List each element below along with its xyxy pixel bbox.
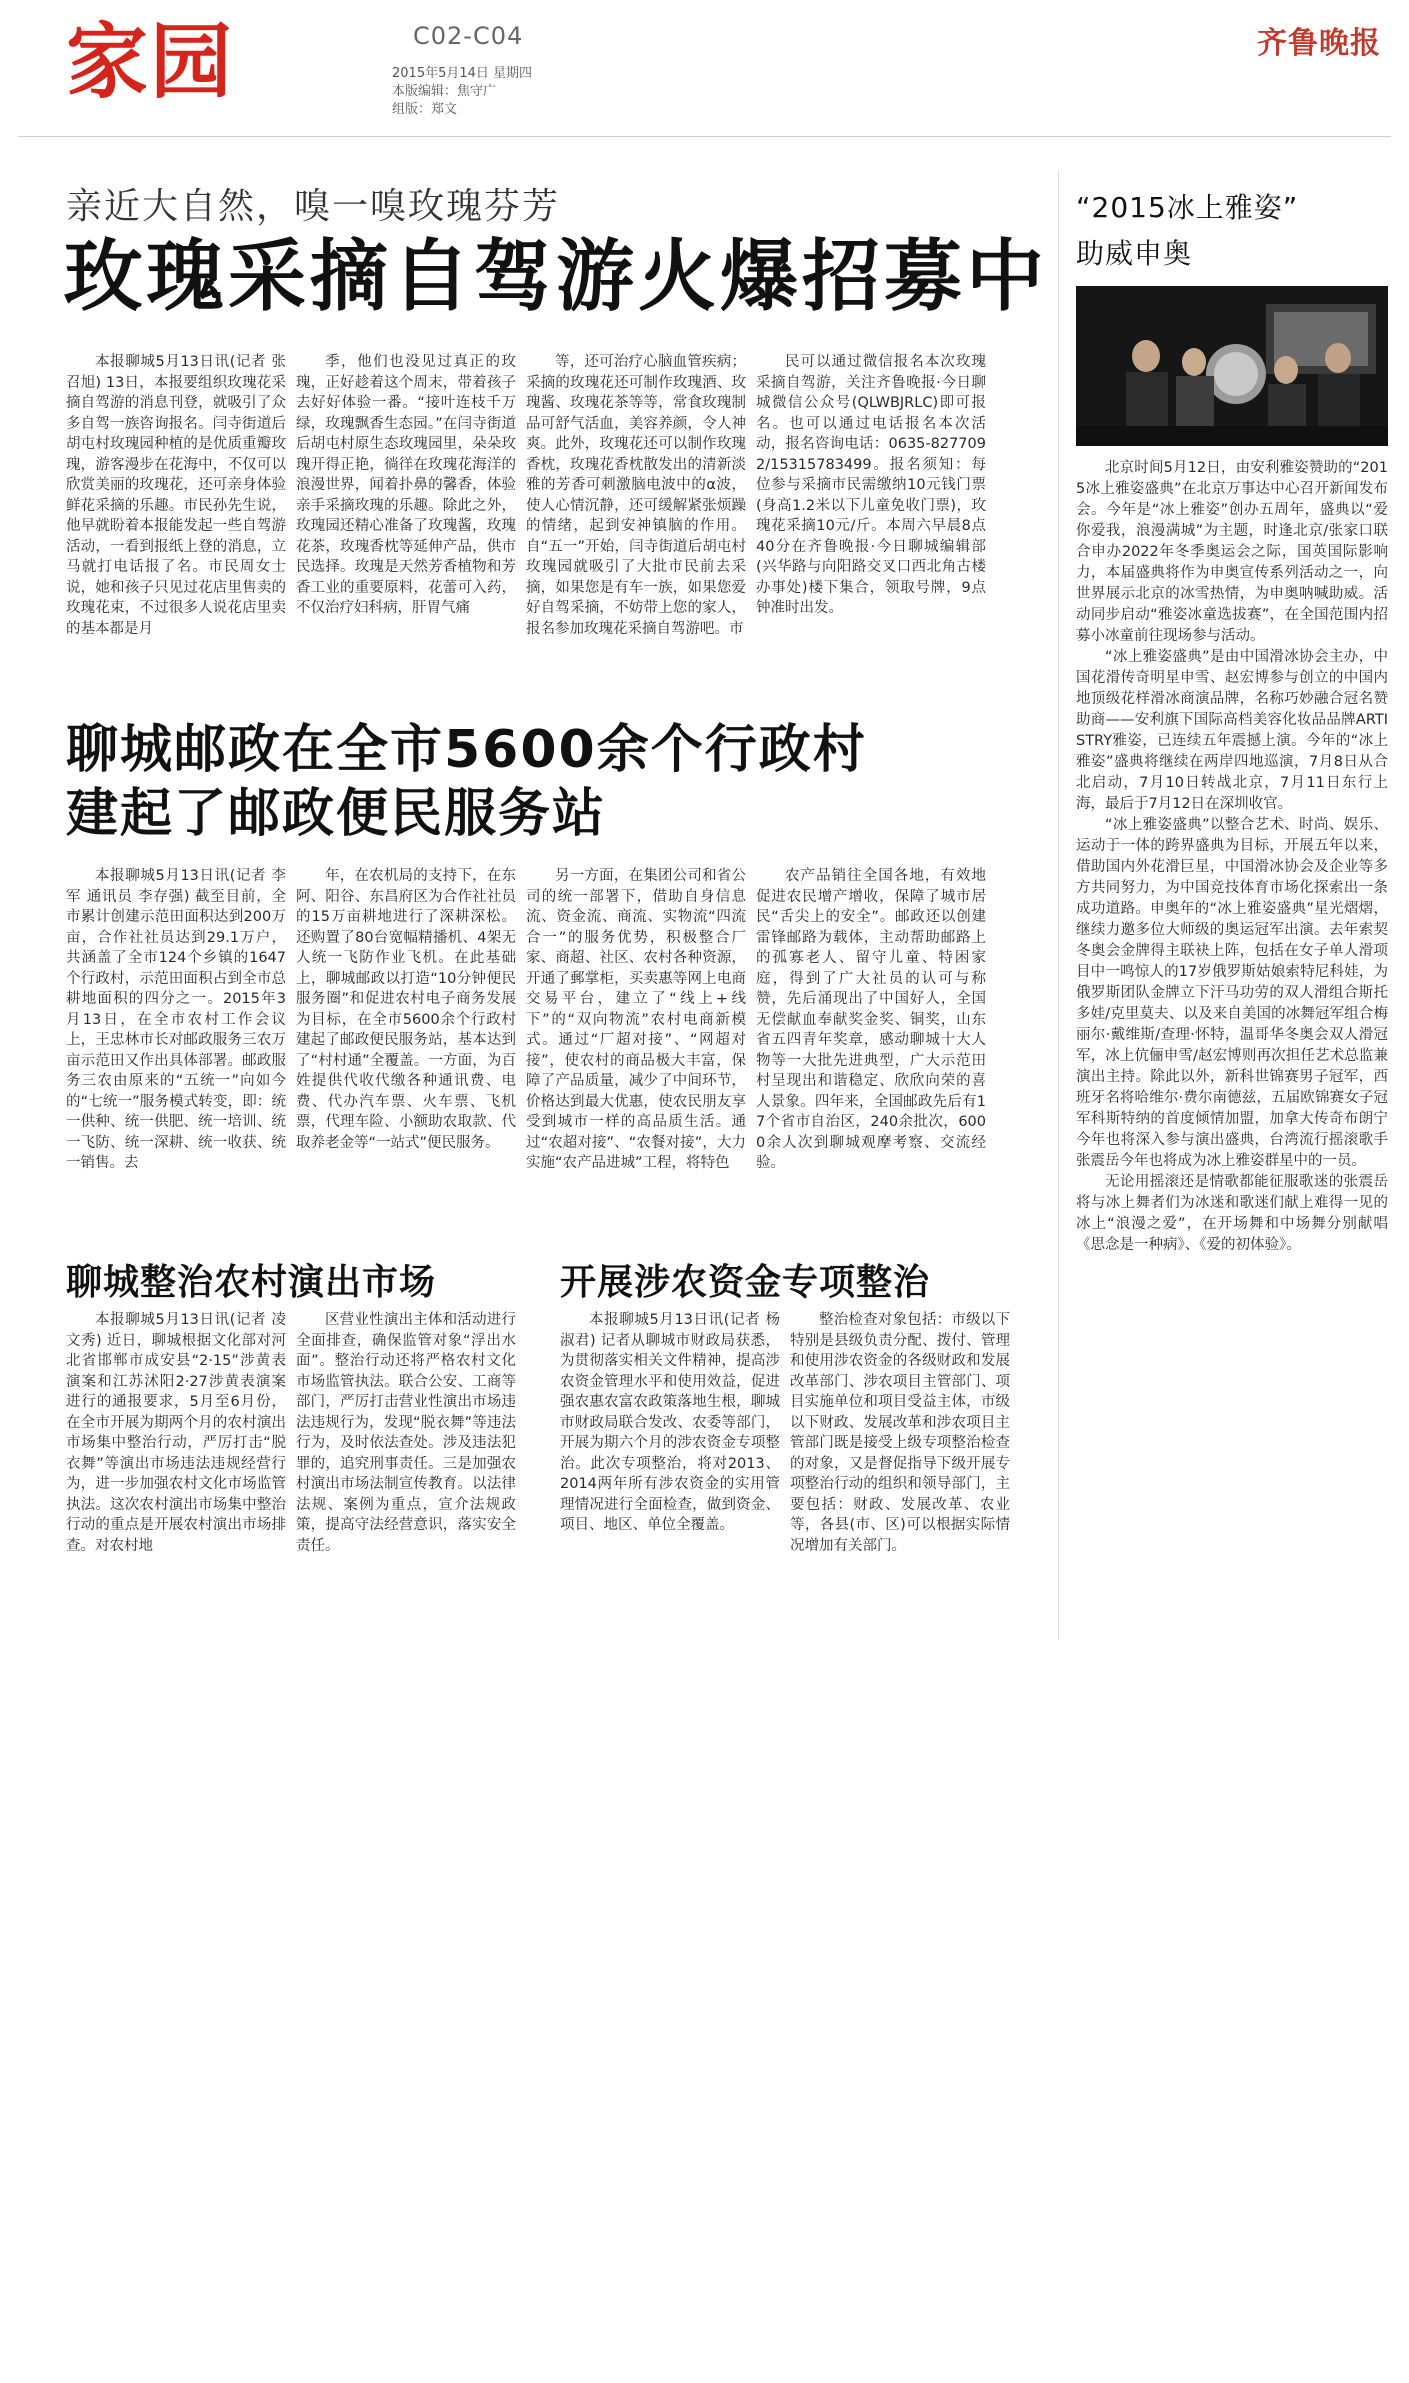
article1-column-2: 季，他们也没见过真正的玫瑰，正好趁着这个周末，带着孩子去好好体验一番。“接叶连枝千万绿，玫瑰飘香生态园。”在闫寺街道后胡屯村原生态玫瑰园里，朵朵玫瑰开得正艳，徜徉在玫瑰花海洋的浪漫世界，闻着扑鼻的馨香，体验亲手采摘玫瑰的乐趣。除此之外，玫瑰园还精心准备了玫瑰酱，玫瑰花茶，玫瑰香枕等延伸产品，供市民选择。玫瑰是天然芳香植物和芳香工业的重要原料，花蕾可入药，不仅治疗妇科病，肝胃气痛 (296, 354, 516, 616)
sidebar-title-line2: 助威申奥 (1076, 237, 1193, 270)
date-line: 2015年5月14日 星期四 (392, 66, 533, 81)
article2-headline-line1: 聊城邮政在全市5600余个行政村 (66, 720, 867, 780)
sidebar-paragraph: “冰上雅姿盛典”是由中国滑冰协会主办，中国花滑传奇明星申雪、赵宏博参与创立的中国内地顶级花样滑冰商演品牌，名称巧妙融合冠名赞助商——安利旗下国际高档美容化妆品品牌ARTISTRY雅姿，已连续五年震撼上演。今年的“冰上雅姿”盛典将继续在两岸四地巡演，7月8日从合北启动，7月10日转战北京，7月11日东行上海，最后于7月12日在深圳收官。 (1076, 649, 1388, 812)
sidebar-paragraph: 北京时间5月12日，由安利雅姿赞助的“2015冰上雅姿盛典”在北京万事达中心召开新闻发布会。今年是“冰上雅姿”创办五周年，盛典以“爱你爱我，浪漫满城”为主题，时逢北京/张家口联合申办2022年冬季奥运会之际，国英国际影响力，本届盛典将作为申奥宣传系列活动之一，向世界展示北京的冰雪热情，为申奥呐喊助威。活动同步启动“雅姿冰童选拔赛”，在全国范围内招募小冰童前往现场参与活动。 (1076, 460, 1388, 644)
header-divider (18, 136, 1391, 137)
editor-line: 本版编辑：焦守广 (392, 84, 497, 99)
article3-column-2: 区营业性演出主体和活动进行全面排查，确保监管对象“浮出水面”。整治行动还将严格农村文化市场监管执法。联合公安、工商等部门，严厉打击营业性演出市场违法违规行为，发现“脱衣舞”等违法行为，及时依法查处。涉及违法犯罪的，追究刑事责任。三是加强农村演出市场法制宣传教育。以法律法规、案例为重点，宣介法规政策，提高守法经营意识，落实安全责任。 (296, 1312, 516, 1554)
article1-kicker: 亲近大自然，嗅一嗅玫瑰芬芳 (66, 186, 561, 227)
section-title: 家园 (66, 15, 235, 110)
article3-column-1: 本报聊城5月13日讯(记者 凌文秀) 近日，聊城根据文化部对河北省邯郸市成安县“2·15”涉黄表演案和江苏沭阳2·27涉黄表演案进行的通报要求，5月至6月份，在全市开展为期两个月的农村演出市场集中整治行动，严厉打击“脱衣舞”等演出市场违法违规经营行为，进一步加强农村文化市场监管执法。这次农村演出市场集中整治行动的重点是开展农村演出市场排查。对农村地 (66, 1312, 286, 1554)
article4-headline: 开展涉农资金专项整治 (560, 1262, 931, 1303)
sidebar-paragraph: 无论用摇滚还是情歌都能征服歌迷的张震岳将与冰上舞者们为冰迷和歌迷们献上难得一见的冰上“浪漫之爱”，在开场舞和中场舞分别献唱《思念是一种病》、《爱的初体验》。 (1076, 1174, 1388, 1253)
sidebar-photo (1076, 286, 1388, 446)
article1-column-3: 等，还可治疗心脑血管疾病；采摘的玫瑰花还可制作玫瑰酒、玫瑰酱、玫瑰花茶等等，常食玫瑰制品可舒气活血，美容养颜，令人神爽。此外，玫瑰花还可以制作玫瑰香枕，玫瑰花香枕散发出的清新淡雅的芳香可刺激脑电波中的α波，使人心情沉静，还可缓解紧张烦躁的情绪，起到安神镇脑的作用。自“五一”开始，闫寺街道后胡屯村玫瑰园就吸引了大批市民前去采摘，如果您是有车一族，如果您爱好自驾采摘，不妨带上您的家人，报名参加玫瑰花采摘自驾游吧。市 (526, 354, 746, 637)
article2-column-1: 本报聊城5月13日讯(记者 李军 通讯员 李存强) 截至目前，全市累计创建示范田面积达到200万亩，合作社社员达到29.1万户，共涵盖了全市124个乡镇的1647个行政村，示范田面积占到全市总耕地面积的四分之一。2015年3月13日，在全市农村工作会议上，王忠林市长对邮政服务三农万亩示范田又作出具体部署。邮政服务三农由原来的“五统一”向如今的“七统一”服务模式转变，即：统一供种、统一供肥、统一培训、统一飞防、统一深耕、统一收获、统一销售。去 (66, 868, 286, 1171)
article4-column-2: 整治检查对象包括：市级以下特别是县级负责分配、拨付、管理和使用涉农资金的各级财政和发展改革部门、涉农项目主管部门、项目实施单位和项目受益主体，市级以下财政、发展改革和涉农项目主管部门既是接受上级专项整治检查的对象，又是督促指导下级开展专项整治行动的组织和领导部门，主要包括：财政、发展改革、农业等，各县(市、区)可以根据实际情况增加有关部门。 (790, 1312, 1010, 1554)
article2-headline-line2: 建起了邮政便民服务站 (66, 784, 607, 844)
page-range: C02-C04 (413, 22, 524, 50)
newspaper-logo: 齐鲁晚报 (1257, 26, 1381, 61)
press-conference-photo (1076, 286, 1388, 446)
article2-column-3: 另一方面，在集团公司和省公司的统一部署下，借助自身信息流、资金流、商流、实物流“四流合一”的服务优势，积极整合厂家、商超、社区、农村各种资源，开通了郵掌柜，买卖惠等网上电商交易平台，建立了“线上+线下”的“双向物流”农村电商新模式。通过“厂超对接”、“网超对接”，使农村的商品极大丰富，保障了产品质量，减少了中间环节，价格达到最大优惠，使农民朋友享受到城市一样的高品质生活。通过“农超对接”、“农餐对接”，大力实施“农产品进城”工程，将特色 (526, 868, 746, 1171)
article4-column-1: 本报聊城5月13日讯(记者 杨淑君) 记者从聊城市财政局获悉，为贯彻落实相关文件精神，提高涉农资金管理水平和使用效益，促进强农惠农富农政策落地生根，聊城市财政局联合发改、农委等部门，开展为期六个月的涉农资金专项整治。此次专项整治，将对2013、2014两年所有涉农资金的实用管理情况进行全面检查，做到资金、项目、地区、单位全覆盖。 (560, 1312, 780, 1533)
sidebar-title-line1: “2015冰上雅姿” (1076, 191, 1299, 224)
article1-column-4: 民可以通过微信报名本次玫瑰采摘自驾游，关注齐鲁晚报·今日聊城微信公众号(QLWBJRLC)即可报名。也可以通过电话报名本次活动，报名咨询电话：0635-8277092/15315783499。报名须知：每位参与采摘市民需缴纳10元钱门票(身高1.2米以下儿童免收门票)，玫瑰花采摘10元/斤。本周六早晨8点40分在齐鲁晚报·今日聊城编辑部(兴华路与向阳路交叉口西北角古楼办事处)楼下集合，领取号牌，9点钟准时出发。 (756, 354, 986, 616)
layout-line: 组版：郑文 (392, 102, 458, 117)
sidebar-divider (1058, 170, 1059, 1640)
article2-column-2: 年，在农机局的支持下，在东阿、阳谷、东昌府区为合作社社员的15万亩耕地进行了深耕深松。还购置了80台宽幅精播机、4架无人统一飞防作业飞机。在此基础上，聊城邮政以打造“10分钟便民服务圈”和促进农村电子商务发展为目标，在全市5600余个行政村建起了邮政便民服务站，基本达到了“村村通”全覆盖。一方面，为百姓提供代收代缴各种通讯费、电费、代办汽车票、火车票、飞机票，代理车险、小额助农取款、代取养老金等“一站式”便民服务。 (296, 868, 516, 1151)
sidebar-body (1076, 458, 1388, 1808)
article3-headline: 聊城整治农村演出市场 (66, 1262, 437, 1303)
sidebar-paragraph: “冰上雅姿盛典”以整合艺术、时尚、娱乐、运动于一体的跨界盛典为目标，开展五年以来，借助国内外花滑巨星，中国滑冰协会及企业等多方共同努力，为中国竞技体育市场化探索出一条成功道路。申奥年的“冰上雅姿盛典”星光熠熠，继续力邀多位大师级的奥运冠军出演。去年索契冬奥会金牌得主联袂上阵，包括在女子单人滑项目中一鸣惊人的17岁俄罗斯姑娘索特尼科娃，为俄罗斯团队金牌立下汗马功劳的双人滑组合斯托多娃/克里莫夫、以及来自美国的冰舞冠军组合梅丽尔·戴维斯/查理·怀特，温哥华冬奥会双人滑冠军，冰上伉俪申雪/赵宏博则再次担任艺术总监兼演出主持。除此以外，新科世锦赛男子冠军，西班牙名将哈维尔·费尔南德兹，五届欧锦赛女子冠军科斯特纳的首度倾情加盟，加拿大传奇布朗宁今年也将深入参与演出盛典，台湾流行摇滚歌手张震岳今年也将成为冰上雅姿群星中的一员。 (1076, 817, 1388, 1169)
article2-column-4: 农产品销往全国各地，有效地促进农民增产增收，保障了城市居民“舌尖上的安全”。邮政还以创建雷锋邮路为载体，主动帮助邮路上的孤寡老人、留守儿童、特困家庭，得到了广大社员的认可与称赞，先后涌现出了中国好人，全国无偿献血奉献奖金奖、铜奖，山东省五四青年奖章，感动聊城十大人物等一大批先进典型，广大示范田村呈现出和谐稳定、欣欣向荣的喜人景象。四年来，全国邮政先后有17个省市自治区，240余批次，6000余人次到聊城观摩考察、交流经验。 (756, 868, 986, 1171)
article1-headline: 玫瑰采摘自驾游火爆招募中 (64, 232, 1049, 322)
article1-column-1: 本报聊城5月13日讯(记者 张召旭) 13日，本报要组织玫瑰花采摘自驾游的消息刊登，就吸引了众多自驾一族咨询报名。闫寺街道后胡屯村玫瑰园种植的是优质重瓣玫瑰，游客漫步在花海中，不仅可以欣赏美丽的玫瑰花，还可亲身体验鲜花采摘的乐趣。市民孙先生说，他早就盼着本报能发起一些自驾游活动，一看到报纸上登的消息，立马就打电话报了名。市民周女士说，她和孩子只见过花店里售卖的玫瑰花束，不过很多人说花店里卖的基本都是月 (66, 354, 286, 637)
